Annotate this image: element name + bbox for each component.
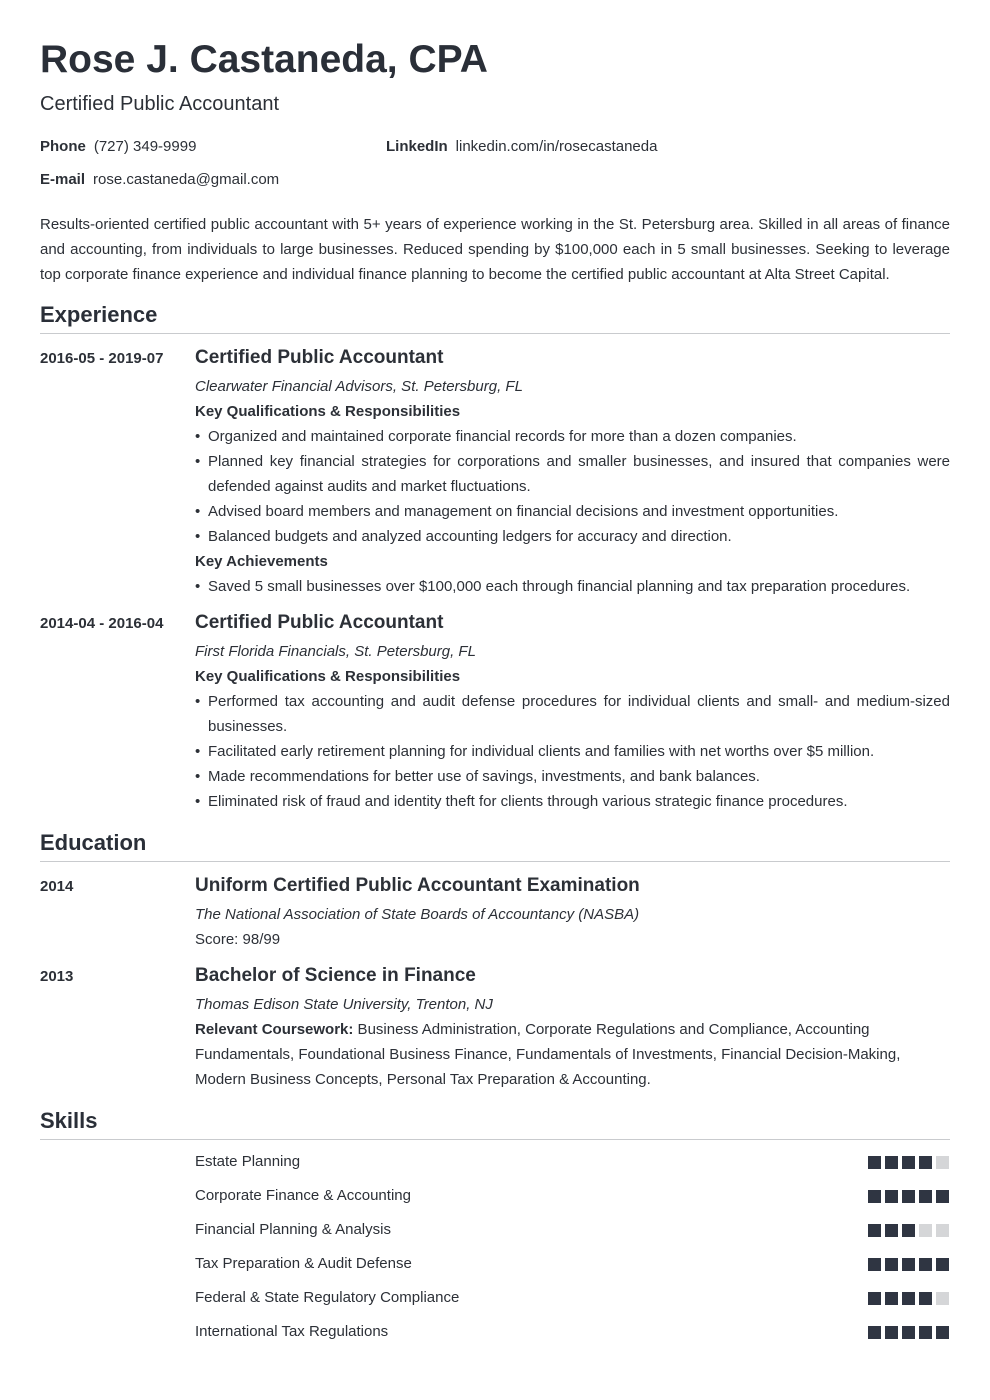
coursework-label: Relevant Coursework: bbox=[195, 1021, 354, 1038]
qualifications-list bbox=[195, 689, 950, 814]
job-dates: 2014-04 - 2016-04 bbox=[40, 615, 164, 632]
rating-square-filled bbox=[919, 1156, 932, 1169]
rating-square-filled bbox=[919, 1258, 932, 1271]
skill-rating bbox=[868, 1156, 950, 1169]
rating-square-filled bbox=[919, 1190, 932, 1203]
skill-row bbox=[195, 1254, 950, 1274]
contact-phone bbox=[40, 138, 196, 156]
skill-row bbox=[195, 1220, 950, 1240]
job-body bbox=[195, 611, 950, 814]
skill-rating bbox=[868, 1326, 950, 1339]
skill-name: Tax Preparation & Audit Defense bbox=[195, 1255, 412, 1272]
rating-square-filled bbox=[885, 1190, 898, 1203]
achievements-heading: Key Achievements bbox=[195, 553, 328, 570]
skill-row bbox=[195, 1288, 950, 1308]
linkedin-value: linkedin.com/in/rosecastaneda bbox=[455, 138, 658, 155]
job-role: Certified Public Accountant bbox=[195, 347, 444, 368]
email-label: E-mail bbox=[40, 171, 86, 188]
skills-heading: Skills bbox=[40, 1108, 950, 1140]
qualifications-list bbox=[195, 424, 950, 549]
education-degree: Bachelor of Science in Finance bbox=[195, 965, 476, 986]
coursework-text: Business Administration, Corporate Regulations and Compliance, Accounting Fundamentals, Foundational Business Finance, Fundamentals of Investments, Financial Decision-Making, Modern Business Concepts, Personal Tax Preparation & Accounting. bbox=[195, 1021, 901, 1088]
education-institution: The National Association of State Boards of Accountancy (NASBA) bbox=[195, 906, 640, 923]
rating-square-filled bbox=[868, 1292, 881, 1305]
skill-row bbox=[195, 1186, 950, 1206]
rating-square-filled bbox=[885, 1326, 898, 1339]
rating-square-filled bbox=[936, 1326, 949, 1339]
skill-name: International Tax Regulations bbox=[195, 1323, 389, 1340]
rating-square-filled bbox=[885, 1292, 898, 1305]
education-body bbox=[195, 964, 950, 1092]
education-heading: Education bbox=[40, 830, 950, 862]
rating-square-filled bbox=[885, 1258, 898, 1271]
skill-name: Estate Planning bbox=[195, 1153, 301, 1170]
skill-name: Financial Planning & Analysis bbox=[195, 1221, 391, 1238]
list-item: • Made recommendations for better use of savings, investments, and bank balances. bbox=[195, 764, 950, 789]
list-item: • Organized and maintained corporate financial records for more than a dozen companies. bbox=[195, 424, 950, 449]
rating-square-filled bbox=[902, 1156, 915, 1169]
email-value: rose.castaneda@gmail.com bbox=[93, 171, 280, 188]
job-dates: 2016-05 - 2019-07 bbox=[40, 350, 164, 367]
rating-square-filled bbox=[868, 1326, 881, 1339]
rating-square-filled bbox=[919, 1326, 932, 1339]
candidate-title: Certified Public Accountant bbox=[40, 93, 280, 115]
job-employer: Clearwater Financial Advisors, St. Petersburg, FL bbox=[195, 378, 523, 395]
skill-rating bbox=[868, 1190, 950, 1203]
skill-rating bbox=[868, 1258, 950, 1271]
list-item: • Facilitated early retirement planning for individual clients and families with net worths over $5 million. bbox=[195, 739, 950, 764]
education-degree: Uniform Certified Public Accountant Examination bbox=[195, 875, 640, 896]
linkedin-label: LinkedIn bbox=[386, 138, 448, 155]
qualifications-heading: Key Qualifications & Responsibilities bbox=[195, 668, 461, 685]
coursework bbox=[195, 1017, 950, 1092]
skill-rating bbox=[868, 1224, 950, 1237]
rating-square-filled bbox=[902, 1190, 915, 1203]
rating-square-empty bbox=[936, 1224, 949, 1237]
education-year: 2013 bbox=[40, 968, 74, 985]
skill-rating bbox=[868, 1292, 950, 1305]
summary-paragraph: Results-oriented certified public accountant with 5+ years of experience working in the St. Petersburg area. Skilled in all areas of finance and accounting, from individuals to large businesses. Reduced spending by $100,000 each in 5 small businesses. Seeking to leverage top corporate finance experience and individual finance planning to become the certified public accountant at Alta Street Capital. bbox=[40, 216, 950, 283]
rating-square-filled bbox=[868, 1156, 881, 1169]
education-institution: Thomas Edison State University, Trenton, NJ bbox=[195, 996, 493, 1013]
job-employer: First Florida Financials, St. Petersburg, FL bbox=[195, 643, 476, 660]
education-year: 2014 bbox=[40, 878, 74, 895]
skill-name: Federal & State Regulatory Compliance bbox=[195, 1289, 460, 1306]
rating-square-empty bbox=[936, 1292, 949, 1305]
rating-square-empty bbox=[936, 1156, 949, 1169]
achievements-list bbox=[195, 574, 950, 599]
phone-value: (727) 349-9999 bbox=[93, 138, 197, 155]
list-item: • Advised board members and management on financial decisions and investment opportunities. bbox=[195, 499, 950, 524]
rating-square-filled bbox=[902, 1258, 915, 1271]
rating-square-filled bbox=[936, 1190, 949, 1203]
candidate-name: Rose J. Castaneda, CPA bbox=[40, 38, 488, 81]
education-score: Score: 98/99 bbox=[195, 931, 281, 948]
education-body bbox=[195, 874, 950, 952]
job-body bbox=[195, 346, 950, 599]
skill-row bbox=[195, 1152, 950, 1172]
skill-row bbox=[195, 1322, 950, 1342]
list-item: • Planned key financial strategies for corporations and smaller businesses, and insured that companies were defended against audits and market fluctuations. bbox=[195, 449, 950, 499]
rating-square-filled bbox=[868, 1224, 881, 1237]
rating-square-filled bbox=[885, 1224, 898, 1237]
rating-square-filled bbox=[868, 1258, 881, 1271]
job-role: Certified Public Accountant bbox=[195, 612, 444, 633]
rating-square-filled bbox=[868, 1190, 881, 1203]
rating-square-filled bbox=[919, 1292, 932, 1305]
list-item: • Saved 5 small businesses over $100,000 each through financial planning and tax preparation procedures. bbox=[195, 574, 950, 599]
contact-email bbox=[40, 171, 279, 189]
list-item: • Balanced budgets and analyzed accounting ledgers for accuracy and direction. bbox=[195, 524, 950, 549]
experience-heading: Experience bbox=[40, 302, 950, 334]
rating-square-empty bbox=[919, 1224, 932, 1237]
contact-linkedin bbox=[386, 138, 657, 156]
list-item: • Performed tax accounting and audit defense procedures for individual clients and small- and medium-sized businesses. bbox=[195, 689, 950, 739]
phone-label: Phone bbox=[40, 138, 86, 155]
rating-square-filled bbox=[936, 1258, 949, 1271]
rating-square-filled bbox=[902, 1292, 915, 1305]
list-item: • Eliminated risk of fraud and identity theft for clients through various strategic finance procedures. bbox=[195, 789, 950, 814]
qualifications-heading: Key Qualifications & Responsibilities bbox=[195, 403, 461, 420]
rating-square-filled bbox=[885, 1156, 898, 1169]
rating-square-filled bbox=[902, 1224, 915, 1237]
rating-square-filled bbox=[902, 1326, 915, 1339]
skill-name: Corporate Finance & Accounting bbox=[195, 1187, 411, 1204]
